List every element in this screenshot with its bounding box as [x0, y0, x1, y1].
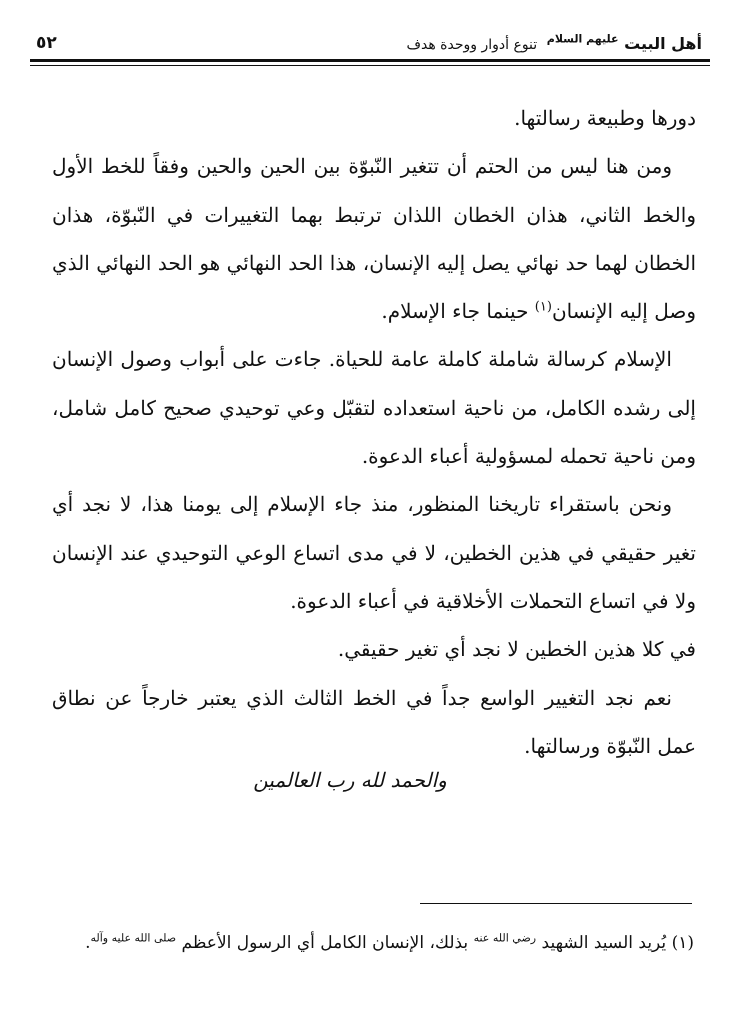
footnote-reference[interactable]: (١)	[534, 299, 552, 315]
header-rule-thick	[30, 59, 710, 62]
paragraph: نعم نجد التغيير الواسع جداً في الخط الثالث الذي يعتبر خارجاً عن نطاق عمل النّبوّة ورسالتها.	[52, 685, 696, 758]
footnote-honorific-1: رضي الله عنه	[473, 931, 537, 945]
title-honorific: عليهم السلام	[546, 32, 619, 46]
paragraph: في كلا هذين الخطين لا نجد أي تغير حقيقي.	[337, 637, 696, 662]
footnote-end: .	[85, 933, 91, 953]
footnote-text-2: بذلك، الإنسان الكامل أي الرسول الأعظم	[181, 933, 469, 953]
footnote-marker: (١)	[671, 933, 694, 953]
footnote-text-1: يُريد السيد الشهيد	[541, 933, 667, 953]
book-title: أهل البيت	[624, 34, 702, 53]
paragraph-text: ومن هنا ليس من الحتم أن تتغير النّبوّة بين الحين والحين وفقاً للخط الأول والخط الثاني، هذان الخطان اللذان ترتبط بهما التغييرات في النّبوّة، هذان الخطان لهما حد نهائي يصل إليه الإنسان، هذا الحد النهائي هو الحد النهائي الذي وصل إليه الإنسان	[52, 154, 697, 324]
header-rule-thin	[30, 65, 710, 66]
paragraph: دورها وطبيعة رسالتها.	[514, 106, 696, 130]
page-number: ٥٢	[36, 33, 57, 53]
footnote-separator	[420, 903, 692, 904]
header-title	[406, 34, 702, 53]
running-header	[30, 30, 710, 58]
closing-line: والحمد لله رب العالمين	[253, 768, 447, 792]
paragraph: الإسلام كرسالة شاملة كاملة عامة للحياة. جاءت على أبواب وصول الإنسان إلى رشده الكامل، من ناحية استعداده لتقبّل وعي توحيدي صحيح كامل شامل، ومن ناحية تحمله لمسؤولية أعباء الدعوة.	[52, 347, 696, 469]
paragraph-tail: حينما جاء الإسلام.	[381, 299, 535, 324]
paragraph	[52, 142, 696, 335]
book-subtitle: تنوع أدوار ووحدة هدف	[406, 37, 538, 53]
paragraph: ونحن باستقراء تاريخنا المنظور، منذ جاء الإسلام إلى يومنا هذا، لا نجد أي تغير حقيقي في هذين الخطين، لا في مدى اتساع الوعي التوحيدي عند الإنسان ولا في اتساع التحملات الأخلاقية في أعباء الدعوة.	[52, 492, 696, 613]
footnote-honorific-2: صلى الله عليه وآله	[90, 931, 177, 945]
footnote	[50, 928, 694, 958]
body-text	[52, 94, 696, 770]
